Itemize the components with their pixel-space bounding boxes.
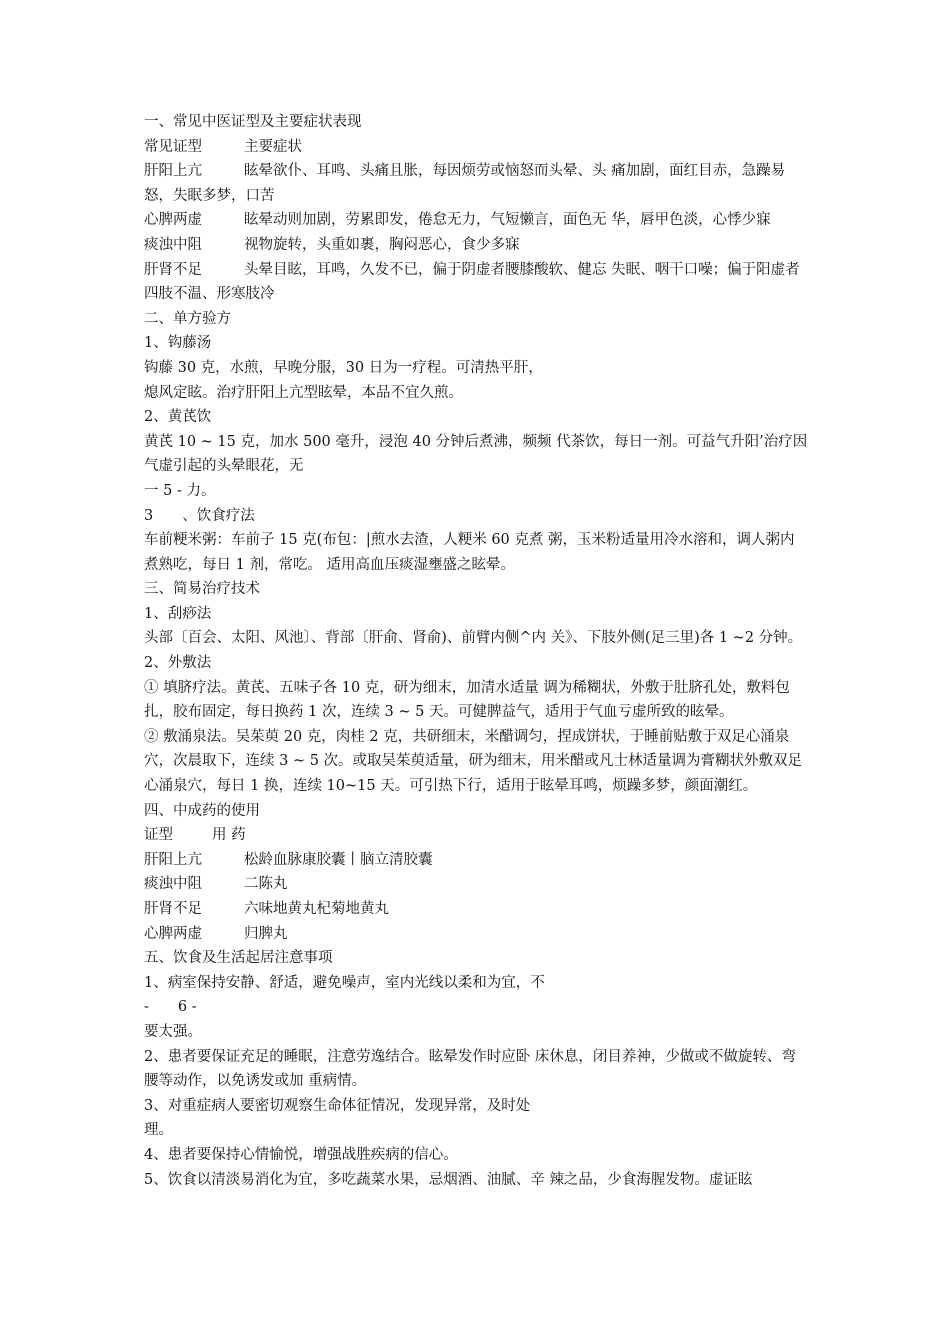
syndrome-type: 痰浊中阻: [144, 236, 202, 253]
medicine-table-header: [144, 823, 808, 848]
technique-2-text-2: ② 敷涌泉法。吴茱萸 20 克，肉桂 2 克，共研细末，米醋调匀，捏成饼状，于睡前贴敷于双足心涌泉穴，次晨取下，连续 3 ~ 5 次。或取吴茱萸适量，研为细末，用米醋或凡士林适量调为膏糊状外敷双足心涌泉穴，每日 1 换，连续 10~15 天。可引热下行，适用于眩晕耳鸣，烦躁多梦，颜面潮红。: [144, 728, 803, 795]
remedy-2-text: 黄芪 10 ~ 15 克，加水 500 毫升，浸泡 40 分钟后煮沸，频频 代茶饮，每日一剂。可益气升阳’治疗因气虚引起的头晕眼花，无: [144, 433, 808, 475]
medicine-row: [144, 897, 808, 922]
medicine-drug: 松龄血脉康胶囊丨脑立清胶囊: [244, 851, 433, 868]
medicine-type: 肝肾不足: [144, 901, 202, 917]
care-item-1-tail: 要太强。: [144, 1023, 202, 1040]
syndrome-symptom: 视物旋转，头重如裹，胸闷恶心，食少多寐: [244, 236, 520, 253]
medicine-row: [144, 922, 808, 947]
medicine-row: [144, 872, 808, 897]
syndrome-type: 肝肾不足: [144, 261, 202, 278]
care-item-2: 2、患者要保证充足的睡眠，注意劳逸结合。眩晕发作时应卧 床休息，闭目养神，少做或不做旋转、弯腰等动作，以免诱发或加 重病情。: [144, 1048, 796, 1090]
care-item-3: 3、对重症病人要密切观察生命体征情况，发现异常，及时处: [144, 1097, 531, 1114]
technique-1-text: 头部〔百会、太阳、风池〕、背部〔肝俞、肾俞)、前臂内侧^内 关》、下肢外侧(足三里)各 1 ~2 分钟。: [144, 630, 803, 647]
section-3-title: 三、简易治疗技术: [144, 581, 260, 598]
remedy-1-text-continued: 熄风定眩。治疗肝阳上亢型眩晕，本品不宜久煎。: [144, 384, 463, 401]
section-2-title: 二、单方验方: [144, 310, 231, 327]
header-type: 常见证型: [144, 138, 202, 155]
medicine-drug: 二陈丸: [244, 876, 288, 893]
syndrome-symptom: 眩晕动则加剧，劳累即发，倦怠无力，气短懒言，面色无 华，唇甲色淡，心悸少寐: [244, 212, 771, 229]
syndrome-table-header: [144, 135, 808, 160]
header-symptom: 主要症状: [244, 138, 302, 155]
medicine-drug: 六味地黄丸杞菊地黄丸: [244, 901, 389, 917]
syndrome-type: 肝阳上亢: [144, 163, 202, 180]
technique-2-title: 2、外敷法: [144, 655, 212, 672]
technique-1-title: 1、刮痧法: [144, 605, 212, 622]
care-item-4: 4、患者要保持心情愉悦，增强战胜疾病的信心。: [144, 1146, 458, 1163]
header-drug: 用 药: [212, 827, 246, 844]
remedy-1-title: 1、钩藤汤: [144, 335, 212, 352]
medicine-type: 痰浊中阻: [144, 876, 202, 893]
syndrome-row: [144, 159, 808, 208]
medicine-drug: 归脾丸: [244, 925, 288, 942]
medicine-type: 肝阳上亢: [144, 851, 202, 868]
syndrome-symptom: 头晕目眩，耳鸣，久发不已，偏于阴虚者腰膝酸软、健忘 失眠、咽干口噪；偏于阳虚者四肢不温、形寒肢冷: [144, 261, 800, 303]
remedy-2-title: 2、黄芪饮: [144, 409, 212, 426]
care-item-5: 5、饮食以清淡易消化为宜，多吃蔬菜水果，忌烟酒、油腻、辛 辣之品，少食海腥发物。虚证眩: [144, 1171, 753, 1188]
page-number-marker: - 6 -: [144, 999, 197, 1016]
document-page: [144, 110, 808, 1192]
care-item-3-tail: 理。: [144, 1122, 173, 1139]
technique-2-text-1: ① 填脐疗法。黄芪、五味子各 10 克，研为细末，加清水适量 调为稀糊状，外敷于肚脐孔处，敷料包扎，胶布固定，每日换药 1 次，连续 3 ~ 5 天。可健脾益气，适用于气血亏虚所致的眩晕。: [144, 679, 790, 721]
section-4-title: 四、中成药的使用: [144, 802, 260, 819]
section-1-title: 一、常见中医证型及主要症状表现: [144, 114, 362, 130]
remedy-3-title: 3 、饮食疗法: [144, 507, 255, 524]
remedy-2-tail: 一 5 - 力。: [144, 482, 216, 499]
header-type: 证型: [144, 827, 173, 844]
care-item-1: 1、病室保持安静、舒适，避免噪声，室内光线以柔和为宜，不: [144, 974, 545, 991]
syndrome-symptom: 眩晕欲仆、耳鸣、头痛且胀，每因烦劳或恼怒而头晕、头 痛加剧，面红目赤，急躁易怒，失眠多梦，口苦: [144, 163, 786, 204]
syndrome-row: [144, 258, 808, 307]
syndrome-row: [144, 233, 808, 258]
remedy-3-text: 车前粳米粥：车前子 15 克(布包：|煎水去渣，人粳米 60 克煮 粥，玉米粉适量用冷水溶和，调人粥内煮熟吃，每日 1 剂，常吃。 适用高血压痰湿壅盛之眩晕。: [144, 532, 795, 573]
syndrome-type: 心脾两虚: [144, 212, 202, 229]
section-5-title: 五、饮食及生活起居注意事项: [144, 950, 333, 967]
medicine-type: 心脾两虚: [144, 925, 202, 942]
remedy-1-text: 钩藤 30 克，水煎，早晚分服，30 日为一疗程。可清热平肝，: [144, 359, 543, 376]
syndrome-row: [144, 208, 808, 233]
medicine-row: [144, 848, 808, 873]
